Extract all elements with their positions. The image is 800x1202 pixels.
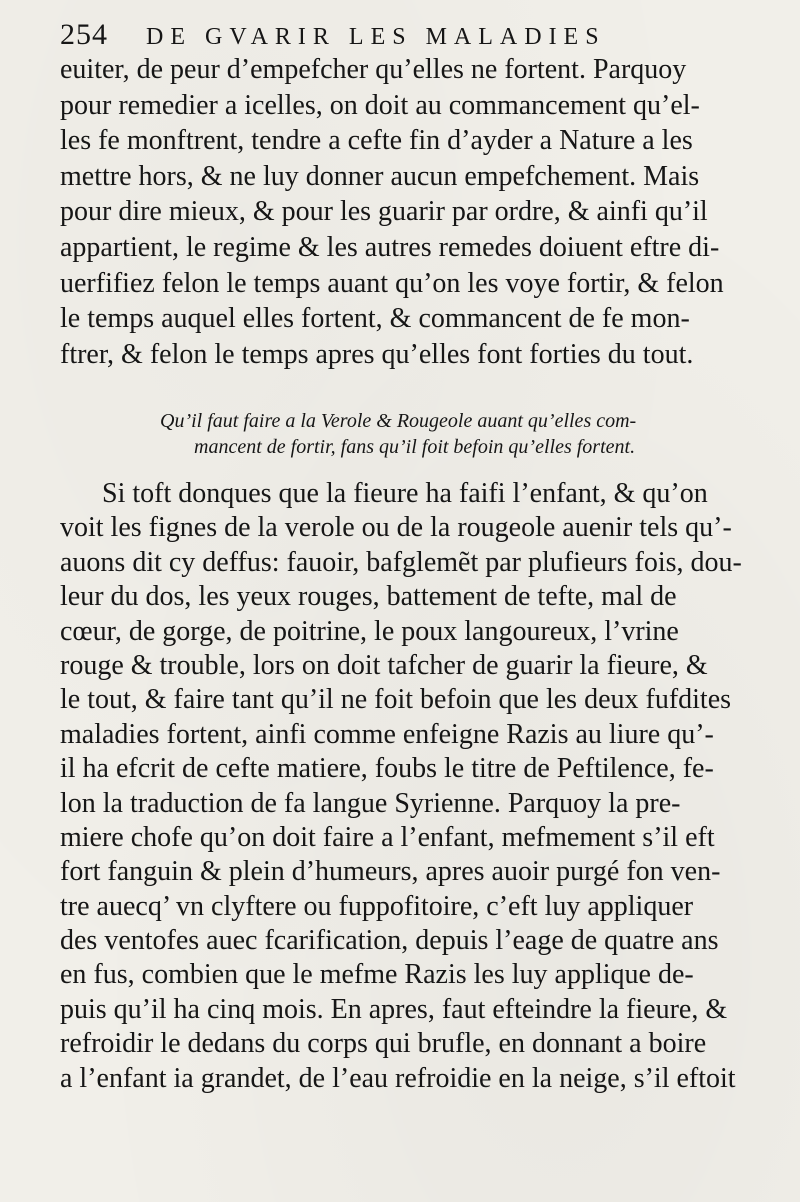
subheading-line: mancent de fortir, fans qu’il foit befoin qu’elles fortent. (194, 436, 636, 458)
text-line: tre auecq’ vn clyftere ou fuppofitoire, c’eft luy appliquer (60, 890, 694, 922)
text-line: miere chofe qu’on doit faire a l’enfant, mefmement s’il eft (60, 821, 715, 853)
text-line: uerfifiez felon le temps auant qu’on les voye fortir, & felon (60, 267, 724, 299)
text-line: le temps auquel elles fortent, & commancent de fe mon- (60, 303, 690, 335)
text-line: fort fanguin & plein d’humeurs, apres auoir purgé fon ven- (60, 856, 721, 888)
text-line: auons dit cy deffus: fauoir, bafglemẽt par plufieurs fois, dou- (60, 546, 742, 578)
page-number: 254 (60, 18, 108, 51)
text-line: les fe monftrent, tendre a cefte fin d’ayder a Nature a les (60, 125, 693, 157)
text-line: pour remedier a icelles, on doit au commancement qu’el- (60, 89, 700, 121)
text-line: maladies fortent, ainfi comme enfeigne Razis au liure qu’- (60, 718, 714, 750)
text-line: a l’enfant ia grandet, de l’eau refroidie en la neige, s’il eftoit (60, 1062, 736, 1094)
text-line: pour dire mieux, & pour les guarir par ordre, & ainfi qu’il (60, 196, 708, 228)
text-line: en fus, combien que le mefme Razis les luy applique de- (60, 959, 694, 991)
subheading-line: Qu’il faut faire a la Verole & Rougeole auant qu’elles com- (160, 410, 637, 432)
text-line: ftrer, & felon le temps apres qu’elles font forties du tout. (60, 338, 694, 370)
text-line: voit les fignes de la verole ou de la rougeole auenir tels qu’- (60, 512, 732, 544)
text-line: le tout, & faire tant qu’il ne foit befoin que les deux fufdites (60, 684, 732, 716)
text-line: des ventofes auec fcarification, depuis l’eage de quatre ans (60, 925, 719, 957)
text-line: refroidir le dedans du corps qui brufle, en donnant a boire (60, 1028, 707, 1060)
paragraph-1 (60, 52, 770, 372)
text-line: euiter, de peur d’empefcher qu’elles ne fortent. Parquoy (60, 54, 687, 85)
text-line: il ha efcrit de cefte matiere, foubs le titre de Peftilence, fe- (60, 753, 714, 785)
paragraph-2 (60, 477, 770, 1096)
text-line: mettre hors, & ne luy donner aucun empefchement. Mais (60, 160, 700, 192)
section-subheading (160, 408, 780, 460)
text-line: Si toft donques que la fieure ha faifi l’enfant, & qu’on (102, 478, 708, 509)
text-line: leur du dos, les yeux rouges, battement de tefte, mal de (60, 581, 677, 613)
text-line: appartient, le regime & les autres remedes doiuent eftre di- (60, 231, 720, 263)
text-line: rouge & trouble, lors on doit tafcher de guarir la fieure, & (60, 649, 708, 681)
text-line: lon la traduction de fa langue Syrienne. Parquoy la pre- (60, 787, 681, 819)
running-head: DE GVARIR LES MALADIES (146, 24, 606, 50)
text-line: puis qu’il ha cinq mois. En apres, faut efteindre la fieure, & (60, 993, 728, 1025)
text-line: cœur, de gorge, de poitrine, le poux langoureux, l’vrine (60, 615, 679, 647)
